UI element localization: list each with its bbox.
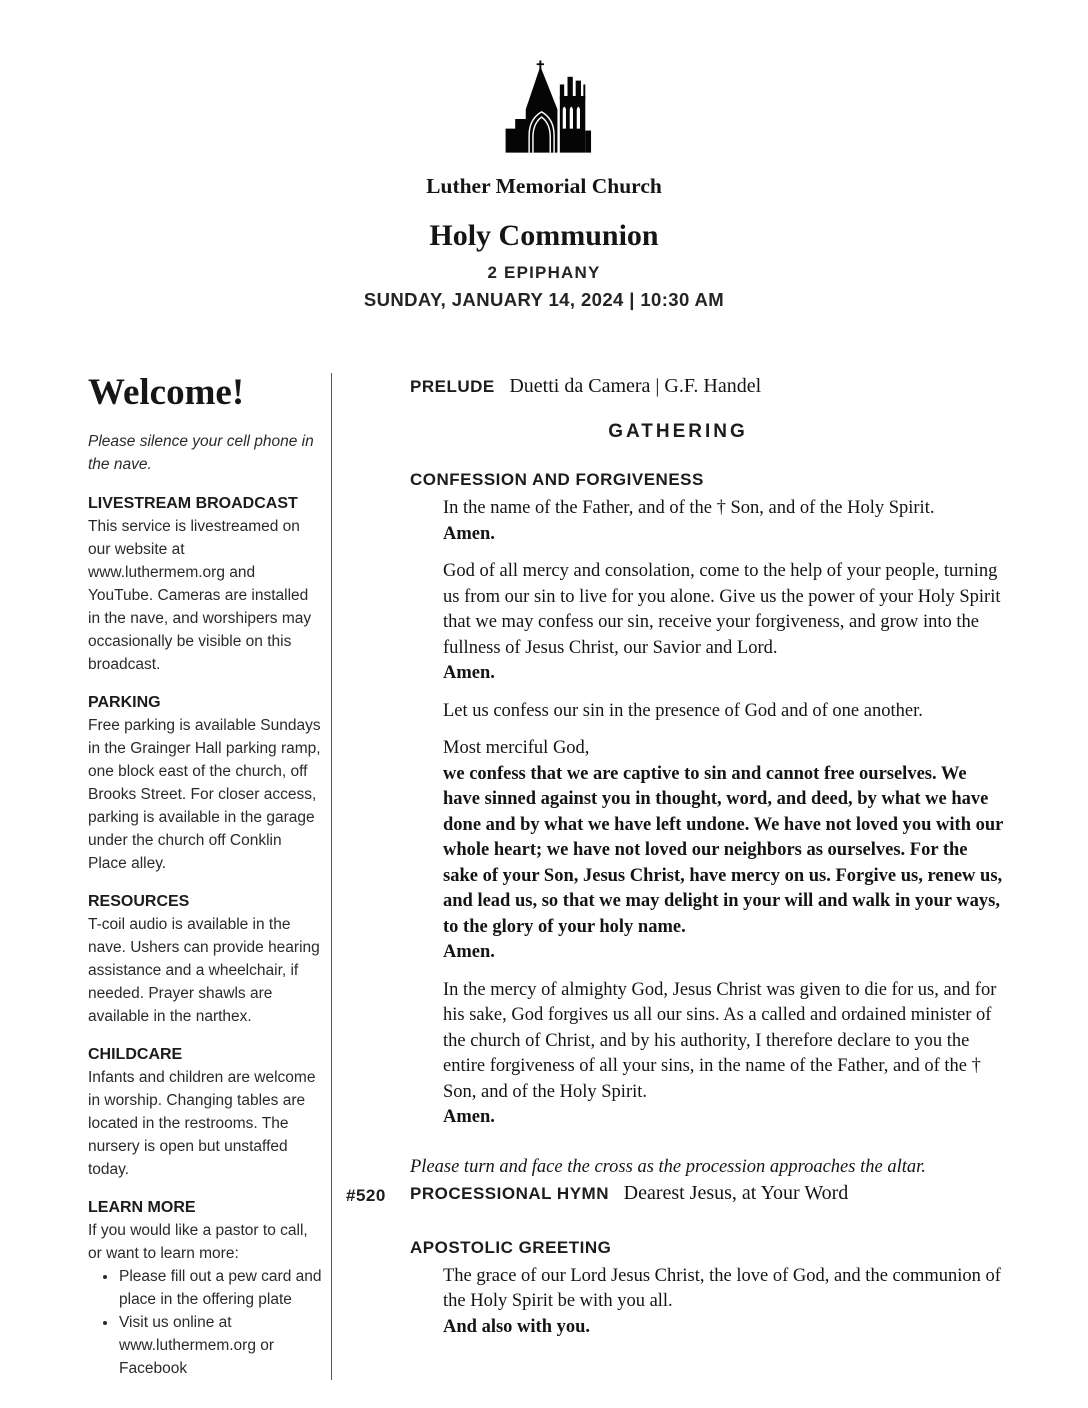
silence-note: Please silence your cell phone in the nave. xyxy=(88,432,314,473)
church-name: Luther Memorial Church xyxy=(426,174,662,198)
response-amen: Amen. xyxy=(443,523,495,544)
service-title: Holy Communion xyxy=(429,219,659,252)
sidebar-section-learn-more xyxy=(88,1196,323,1380)
confession-heading: CONFESSION AND FORGIVENESS xyxy=(410,470,704,489)
section-heading: LEARN MORE xyxy=(88,1198,196,1216)
prelude-label: PRELUDE xyxy=(410,377,495,396)
liturgy-column xyxy=(332,373,1004,1380)
processional-hymn-line xyxy=(346,1180,1004,1207)
masthead xyxy=(0,0,1088,311)
section-body: Infants and children are welcome in worship. Changing tables are located in the restrooms. The nursery is open but unstaffed today. xyxy=(88,1068,316,1178)
prelude-piece: Duetti da Camera | G.F. Handel xyxy=(509,375,762,397)
section-heading: PARKING xyxy=(88,693,161,711)
liturgy-text: Let us confess our sin in the presence of God and of one another. xyxy=(443,700,923,721)
section-heading: LIVESTREAM BROADCAST xyxy=(88,494,298,512)
section-heading: CHILDCARE xyxy=(88,1045,183,1063)
section-title-gathering: GATHERING xyxy=(608,421,748,442)
prelude-line xyxy=(410,373,1004,400)
section-heading: RESOURCES xyxy=(88,892,190,910)
sidebar-section-livestream xyxy=(88,492,323,676)
sidebar-section-childcare xyxy=(88,1043,323,1181)
confession-invocation xyxy=(443,496,1004,547)
confession-prayer xyxy=(443,559,1004,687)
liturgy-text: God of all mercy and consolation, come to the help of your people, turning us from our sin to live for you alone. Give us the power of your Holy Spirit that we may confess our sin, receive your forgiveness, and grow into the fullness of Jesus Christ, our Savior and Lord. xyxy=(443,561,1001,658)
hymn-number: #520 xyxy=(346,1185,386,1205)
list-item: • Visit us online at www.luthermem.org or Facebook xyxy=(118,1311,323,1380)
church-icon xyxy=(0,57,1088,158)
apostolic-greeting-heading: APOSTOLIC GREETING xyxy=(410,1237,612,1257)
content-columns xyxy=(0,373,1088,1380)
list-item: • Please fill out a pew card and place in the offering plate xyxy=(118,1265,323,1311)
confession-invitation xyxy=(443,699,1004,725)
section-body: This service is livestreamed on our website at www.luthermem.org and YouTube. Cameras are installed in the nave, and worshipers may occasionally be visible on this broadcast. xyxy=(88,517,312,673)
response-amen: Amen. xyxy=(443,663,495,683)
congregation-confession-text: we confess that we are captive to sin and cannot free ourselves. We have sinned against you in thought, word, and deed, by what we have done and by what we have left undone. We have not loved you with our whole heart; we have not loved our neighbors as ourselves. For the sake of your Son, Jesus Christ, have mercy on us. Forgive us, renew us, and lead us, so that we may delight in your will and walk in your ways, to the glory of your holy name. xyxy=(443,763,1004,937)
apostolic-greeting-text xyxy=(443,1264,1004,1341)
sidebar-section-parking xyxy=(88,691,323,875)
liturgy-text: In the mercy of almighty God, Jesus Christ was given to die for us, and for his sake, God forgives us all our sins. As a called and ordained minister of the church of Christ, and by his authority, I therefore declare to you the entire forgiveness of all your sins, in the name of the Father, and of the † Son, and of the Holy Spirit. xyxy=(443,979,997,1102)
confession-congregation xyxy=(443,736,1004,966)
service-datetime: SUNDAY, JANUARY 14, 2024 | 10:30 AM xyxy=(363,289,725,310)
learn-more-list xyxy=(88,1265,323,1380)
response-amen: Amen. xyxy=(443,1107,495,1127)
welcome-sidebar xyxy=(88,373,332,1380)
absolution-paragraph xyxy=(443,978,1004,1131)
response-amen: Amen. xyxy=(443,942,495,962)
section-body: T-coil audio is available in the nave. Ushers can provide hearing assistance and a wheelchair, if needed. Prayer shawls are available in the narthex. xyxy=(88,915,320,1025)
procession-rubric: Please turn and face the cross as the procession approaches the altar. xyxy=(410,1156,926,1177)
hymn-label: PROCESSIONAL HYMN xyxy=(410,1183,609,1203)
liturgy-text: The grace of our Lord Jesus Christ, the love of God, and the communion of the Holy Spirit be with you all. xyxy=(443,1265,1001,1311)
liturgy-text: In the name of the Father, and of the † Son, and of the Holy Spirit. xyxy=(443,498,935,518)
welcome-title: Welcome! xyxy=(88,372,245,413)
sidebar-section-resources xyxy=(88,890,323,1028)
greeting-response: And also with you. xyxy=(443,1316,591,1337)
section-body: Free parking is available Sundays in the Grainger Hall parking ramp, one block east of the church, off Brooks Street. For closer access, parking is available in the garage under the church off Conklin Place alley. xyxy=(88,716,321,872)
liturgy-text: Most merciful God, xyxy=(443,738,590,758)
service-season: 2 EPIPHANY xyxy=(487,263,601,282)
hymn-title: Dearest Jesus, at Your Word xyxy=(623,1181,849,1204)
section-body: If you would like a pastor to call, or want to learn more: xyxy=(88,1221,308,1262)
